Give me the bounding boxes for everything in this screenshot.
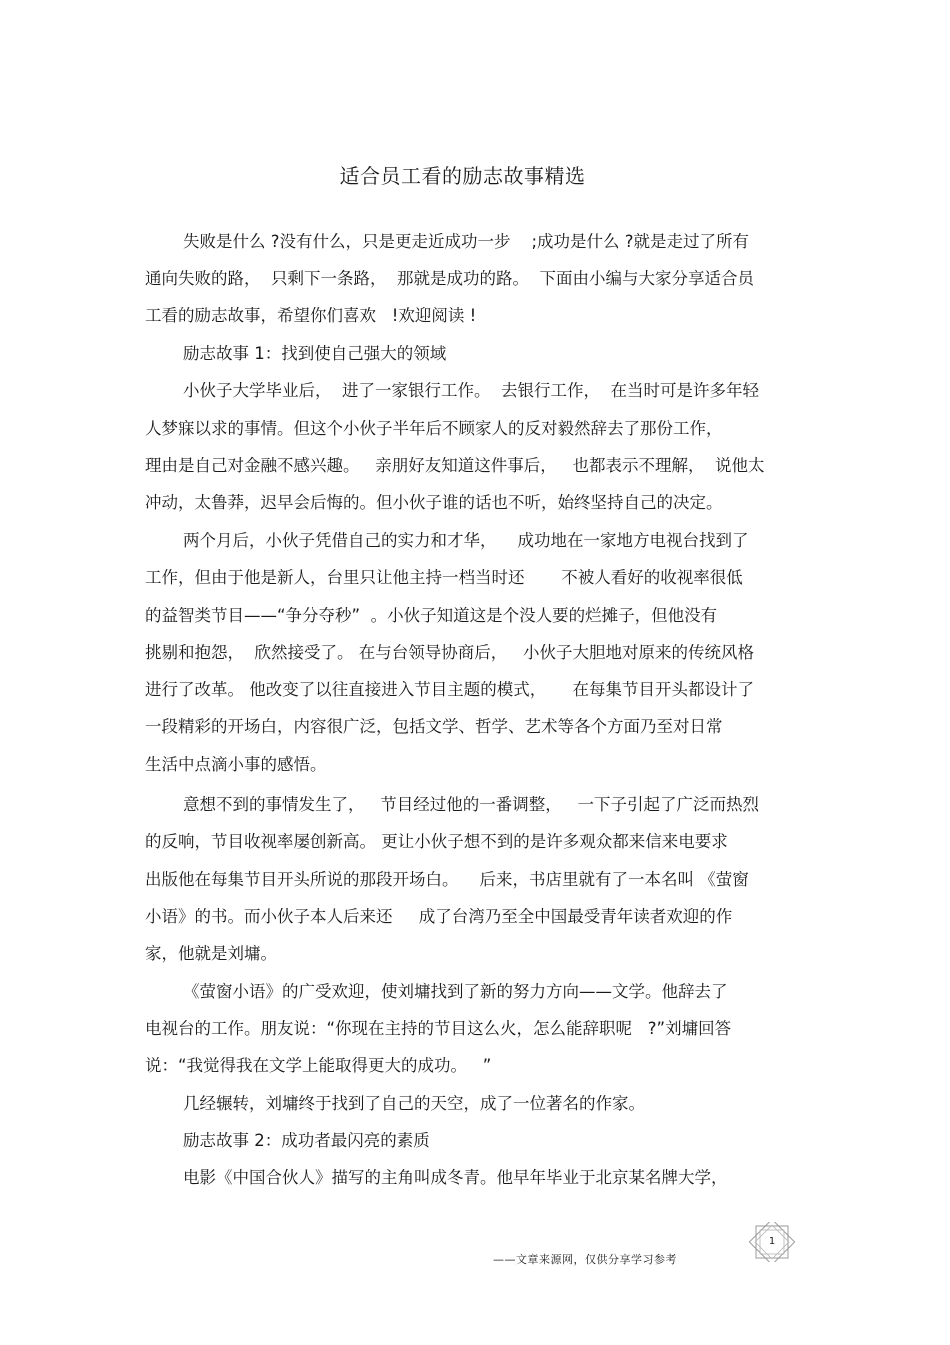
paragraph-line: 小语》的书。而小伙子本人后来还 成了台湾乃至全中国最受青年读者欢迎的作 — [145, 907, 733, 926]
section-heading: 励志故事 1：找到使自己强大的领域 — [183, 344, 447, 363]
paragraph-line: 小伙子大学毕业后， 进了一家银行工作。 去银行工作， 在当时可是许多年轻 — [183, 381, 759, 400]
paragraph-line: 一段精彩的开场白，内容很广泛，包括文学、哲学、艺术等各个方面乃至对日常 — [145, 717, 723, 736]
paragraph-line: 通向失败的路， 只剩下一条路， 那就是成功的路。 下面由小编与大家分享适合员 — [145, 269, 754, 288]
paragraph-line: 人梦寐以求的事情。但这个小伙子半年后不顾家人的反对毅然辞去了那份工作， — [145, 419, 723, 438]
paragraph-line: 意想不到的事情发生了， 节目经过他的一番调整， 一下子引起了广泛而热烈 — [183, 795, 759, 814]
section-heading: 励志故事 2：成功者最闪亮的素质 — [183, 1131, 430, 1150]
page-title: 适合员工看的励志故事精选 — [339, 164, 586, 188]
paragraph-line: 进行了改革。 他改变了以往直接进入节目主题的模式， 在每集节目开头都设计了 — [145, 680, 754, 699]
page-number: 1 — [768, 1236, 776, 1247]
paragraph-line: 挑剔和抱怨， 欣然接受了。 在与台领导协商后， 小伙子大胆地对原来的传统风格 — [145, 643, 754, 662]
source-note: ——文章来源网，仅供分享学习参考 — [493, 1253, 677, 1266]
paragraph-line: 理由是自己对金融不感兴趣。 亲朋好友知道这件事后， 也都表示不理解， 说他太 — [145, 456, 765, 475]
paragraph-line: 几经辗转，刘墉终于找到了自己的天空，成了一位著名的作家。 — [183, 1094, 645, 1113]
paragraph-line: 家，他就是刘墉。 — [145, 944, 277, 963]
paragraph-line: 的反响，节目收视率屡创新高。 更让小伙子想不到的是许多观众都来信来电要求 — [145, 832, 728, 851]
paragraph-line: 冲动，太鲁莽，迟早会后悔的。但小伙子谁的话也不听，始终坚持自己的决定。 — [145, 493, 723, 512]
paragraph-line: 出版他在每集节目开头所说的那段开场白。 后来，书店里就有了一本名叫 《萤窗 — [145, 870, 749, 889]
paragraph-line: 的益智类节目——“争分夺秒” 。小伙子知道这是个没人要的烂摊子，但他没有 — [145, 606, 718, 625]
paragraph-line: 工作，但由于他是新人，台里只让他主持一档当时还 不被人看好的收视率很低 — [145, 568, 743, 587]
paragraph-line: 《萤窗小语》的广受欢迎，使刘墉找到了新的努力方向——文学。他辞去了 — [183, 982, 728, 1001]
paragraph-line: 两个月后，小伙子凭借自己的实力和才华， 成功地在一家地方电视台找到了 — [183, 531, 749, 550]
paragraph-line: 失败是什么 ?没有什么，只是更走近成功一步 ;成功是什么 ?就是走过了所有 — [183, 232, 750, 251]
paragraph-line: 电影《中国合伙人》描写的主角叫成冬青。他早年毕业于北京某名牌大学， — [183, 1168, 728, 1187]
paragraph-line: 说：“我觉得我在文学上能取得更大的成功。 ” — [145, 1056, 492, 1075]
paragraph-line: 电视台的工作。朋友说：“你现在主持的节目这么火，怎么能辞职呢 ?”刘墉回答 — [145, 1019, 732, 1038]
paragraph-line: 工看的励志故事，希望你们喜欢 !欢迎阅读 ! — [145, 306, 477, 325]
paragraph-line: 生活中点滴小事的感悟。 — [145, 755, 327, 774]
